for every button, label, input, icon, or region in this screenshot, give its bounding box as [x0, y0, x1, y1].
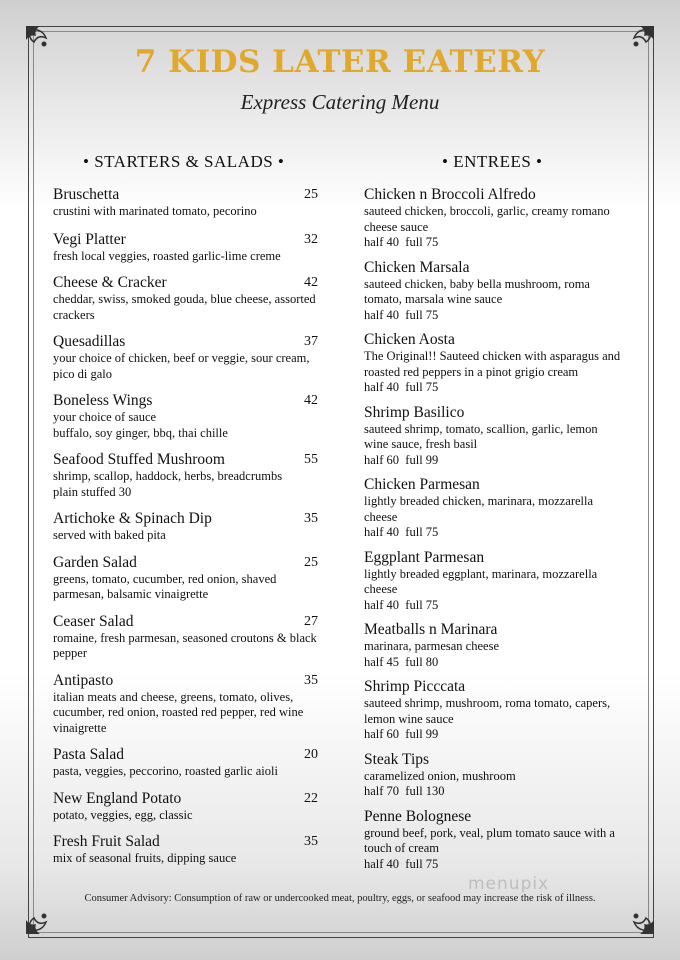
consumer-advisory: Consumer Advisory: Consumption of raw or undercooked meat, poultry, eggs, or seafood may increase the risk of illness.	[84, 893, 596, 904]
menu-item	[364, 331, 624, 396]
item-name: Chicken Aosta	[364, 331, 455, 348]
item-description: cheddar, swiss, smoked gouda, blue cheese, assorted crackers	[53, 292, 316, 322]
item-price: 22	[304, 790, 318, 806]
item-name: Ceaser Salad	[53, 612, 134, 630]
menu-item	[53, 613, 318, 662]
starters-column	[53, 152, 318, 877]
item-name: Garden Salad	[53, 553, 137, 571]
menu-item	[53, 333, 318, 382]
item-name: Seafood Stuffed Mushroom	[53, 451, 225, 468]
restaurant-title: 7 KIDS LATER EATERY	[134, 44, 546, 80]
item-price: half 40 full 75	[364, 597, 439, 612]
menu-item	[53, 186, 318, 220]
item-price: 35	[304, 672, 318, 688]
item-name: Penne Bolognese	[364, 807, 472, 825]
item-name: Vegi Platter	[53, 230, 126, 248]
item-price: half 40 full 75	[364, 856, 439, 871]
menu-item	[364, 549, 624, 614]
starters-heading: • STARTERS & SALADS •	[83, 152, 285, 171]
item-price: 42	[304, 275, 318, 290]
item-price: half 60 full 99	[364, 452, 439, 467]
item-description: marinara, parmesan cheese	[364, 639, 499, 653]
item-price: half 45 full 80	[364, 654, 439, 669]
item-description: The Original!! Sauteed chicken with asparagus and roasted red peppers in a pinot grigio cream	[364, 349, 621, 379]
item-name: Artichoke & Spinach Dip	[53, 510, 212, 527]
item-description: lightly breaded chicken, marinara, mozzarella cheese	[364, 494, 594, 524]
item-name: Quesadillas	[53, 333, 126, 350]
menu-item	[364, 186, 624, 251]
item-description: fresh local veggies, roasted garlic-lime creme	[53, 248, 281, 263]
menu-item	[53, 510, 318, 544]
menu-item	[364, 259, 624, 324]
item-name: Antipasto	[53, 671, 114, 689]
menu-item	[53, 451, 318, 500]
item-description: sauteed chicken, baby bella mushroom, roma tomato, marsala wine sauce	[364, 276, 590, 306]
menu-item	[364, 476, 624, 541]
item-name: Eggplant Parmesan	[364, 548, 485, 566]
item-description: greens, tomato, cucumber, red onion, shaved parmesan, balsamic vinaigrette	[53, 571, 277, 601]
menu-item	[53, 274, 318, 323]
item-name: Pasta Salad	[53, 746, 125, 763]
item-name: Steak Tips	[364, 750, 430, 768]
item-name: Chicken Parmesan	[364, 476, 480, 493]
item-description: sauteed shrimp, tomato, scallion, garlic, lemon wine sauce, fresh basil	[364, 421, 598, 451]
item-price: half 70 full 130	[364, 784, 445, 798]
item-price: 27	[304, 613, 318, 629]
entrees-column	[364, 152, 624, 880]
item-price: 42	[304, 393, 318, 408]
menu-subtitle: Express Catering Menu	[240, 90, 440, 114]
item-description: sauteed shrimp, mushroom, roma tomato, capers, lemon wine sauce	[364, 696, 611, 726]
item-name: Meatballs n Marinara	[364, 621, 498, 638]
item-name: Boneless Wings	[53, 392, 153, 409]
item-name: Shrimp Picccata	[364, 678, 466, 695]
entrees-list	[364, 186, 624, 872]
item-description: served with baked pita	[53, 528, 166, 542]
menu-item	[53, 833, 318, 867]
menu-item	[53, 672, 318, 737]
item-description: italian meats and cheese, greens, tomato, olives, cucumber, red onion, roasted red pepper, red wine vinaigrette	[53, 689, 304, 735]
item-price: 37	[304, 334, 318, 349]
item-price: 25	[304, 187, 318, 202]
menu-item	[53, 392, 318, 441]
item-price: half 40 full 75	[364, 525, 439, 539]
item-description: sauteed chicken, broccoli, garlic, creamy romano cheese sauce	[364, 204, 610, 234]
item-price: half 40 full 75	[364, 235, 439, 249]
item-price: 25	[304, 554, 318, 570]
item-price: 20	[304, 747, 318, 762]
item-description: lightly breaded eggplant, marinara, mozzarella cheese	[364, 566, 598, 596]
starters-list	[53, 186, 318, 867]
item-price: 35	[304, 511, 318, 526]
menu-item	[364, 678, 624, 743]
corner-ornament-icon	[24, 900, 60, 936]
menu-item	[364, 404, 624, 469]
menu-item	[364, 808, 624, 873]
item-name: Chicken n Broccoli Alfredo	[364, 186, 536, 203]
menu-item	[364, 621, 624, 670]
item-description: pasta, veggies, peccorino, roasted garlic aioli	[53, 764, 278, 778]
item-price: half 40 full 75	[364, 380, 439, 394]
item-name: Fresh Fruit Salad	[53, 833, 160, 850]
item-description: mix of seasonal fruits, dipping sauce	[53, 851, 237, 865]
item-description: shrimp, scallop, haddock, herbs, breadcrumbs plain stuffed 30	[53, 469, 283, 499]
item-name: Bruschetta	[53, 186, 120, 203]
item-description: your choice of chicken, beef or veggie, sour cream, pico di galo	[53, 351, 310, 381]
menu-item	[53, 231, 318, 265]
item-description: caramelized onion, mushroom	[364, 768, 516, 783]
menu-item	[53, 790, 318, 824]
item-price: 55	[304, 452, 318, 467]
item-price: half 60 full 99	[364, 727, 439, 741]
watermark: menupix	[468, 874, 550, 894]
item-description: potato, veggies, egg, classic	[53, 807, 193, 822]
item-description: crustini with marinated tomato, pecorino	[53, 204, 257, 218]
item-description: ground beef, pork, veal, plum tomato sauce with a touch of cream	[364, 825, 615, 855]
item-price: 32	[304, 231, 318, 247]
item-price: half 40 full 75	[364, 307, 439, 322]
item-description: your choice of sauce buffalo, soy ginger, bbq, thai chille	[53, 410, 228, 440]
menu-item	[53, 554, 318, 603]
item-name: Chicken Marsala	[364, 258, 470, 276]
menu-item	[364, 751, 624, 800]
item-name: New England Potato	[53, 789, 182, 807]
menu-item	[53, 746, 318, 780]
entrees-heading: • ENTREES •	[442, 152, 543, 171]
item-price: 35	[304, 834, 318, 849]
item-name: Shrimp Basilico	[364, 403, 465, 421]
item-name: Cheese & Cracker	[53, 274, 167, 291]
corner-ornament-icon	[620, 900, 656, 936]
item-description: romaine, fresh parmesan, seasoned croutons & black pepper	[53, 630, 317, 660]
